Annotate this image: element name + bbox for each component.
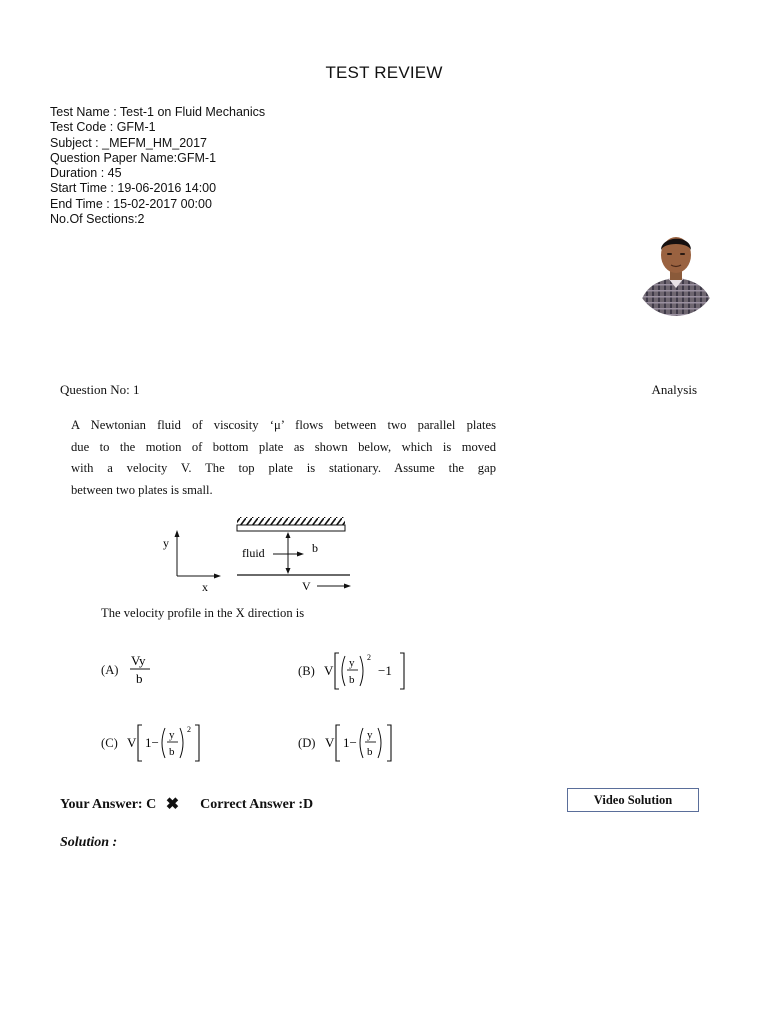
svg-text:V: V — [126, 735, 137, 750]
correct-answer: Correct Answer :D — [200, 797, 314, 812]
question-text — [71, 415, 496, 501]
option-b-formula — [322, 651, 426, 691]
option-d-label: (D) — [298, 735, 316, 750]
option-a-label: (A) — [101, 662, 119, 677]
svg-text:V: V — [323, 663, 334, 678]
option-a-formula — [128, 652, 158, 688]
start-time: Start Time : 19-06-2016 14:00 — [50, 181, 217, 196]
svg-text:V: V — [324, 735, 335, 750]
option-c-label: (C) — [101, 735, 118, 750]
avatar — [634, 228, 718, 316]
duration: Duration : 45 — [50, 166, 122, 181]
velocity-label: V — [302, 579, 311, 593]
top-plate — [237, 525, 345, 531]
svg-text:Vy: Vy — [130, 653, 146, 668]
test-code: Test Code : GFM-1 — [50, 120, 156, 135]
test-name: Test Name : Test-1 on Fluid Mechanics — [50, 105, 266, 119]
question-text-line: due to the motion of bottom plate as shown below, which is moved — [71, 439, 496, 454]
svg-text:b: b — [366, 746, 373, 758]
gap-arrow-up — [286, 532, 291, 538]
your-answer: Your Answer: C — [60, 797, 157, 812]
gap-arrow-down — [286, 568, 291, 574]
question-text-line: with a velocity V. The top plate is stationary. Assume the gap — [71, 461, 496, 475]
svg-text:y: y — [348, 657, 355, 669]
y-axis-label: y — [163, 536, 169, 550]
question-text-line: A Newtonian fluid of viscosity ‘μ’ flows between two parallel plates — [71, 418, 496, 432]
velocity-arrow — [344, 584, 351, 589]
video-solution-button[interactable]: Video Solution — [567, 788, 699, 812]
svg-text:−1: −1 — [377, 663, 392, 678]
option-c[interactable] — [101, 723, 221, 763]
question-paper-name: Question Paper Name:GFM-1 — [50, 150, 217, 165]
gap-label: b — [312, 541, 318, 555]
option-d-formula — [323, 723, 419, 763]
question-number: Question No: 1 — [60, 382, 140, 397]
question-prompt: The velocity profile in the X direction is — [101, 606, 305, 620]
option-c-formula — [125, 723, 221, 763]
svg-text:1−: 1− — [144, 735, 159, 750]
option-a[interactable] — [101, 652, 158, 688]
option-b-label: (B) — [298, 663, 315, 678]
top-plate-hatching — [237, 517, 345, 525]
svg-text:1−: 1− — [342, 735, 357, 750]
svg-text:2: 2 — [186, 725, 191, 734]
end-time: End Time : 15-02-2017 00:00 — [50, 196, 212, 211]
svg-text:y: y — [366, 729, 373, 741]
x-axis-label: x — [202, 580, 208, 594]
subject: Subject : _MEFM_HM_2017 — [50, 135, 208, 150]
flow-diagram — [150, 510, 370, 595]
page-title: TEST REVIEW — [325, 63, 443, 82]
svg-text:2: 2 — [366, 653, 371, 662]
svg-text:b: b — [168, 746, 175, 758]
y-axis-arrow — [175, 530, 180, 537]
analysis-link[interactable]: Analysis — [651, 382, 697, 397]
x-axis-arrow — [214, 574, 221, 579]
svg-text:b: b — [348, 674, 355, 686]
solution-heading: Solution : — [60, 835, 118, 850]
fluid-pointer-arrow — [297, 552, 304, 557]
option-b[interactable] — [298, 651, 426, 691]
option-d[interactable] — [298, 723, 419, 763]
svg-text:b: b — [135, 671, 143, 686]
answer-summary — [60, 794, 313, 814]
svg-text:y: y — [168, 729, 175, 741]
cross-icon: ✖ — [165, 796, 180, 813]
question-text-line: between two plates is small. — [71, 482, 213, 497]
section-count: No.Of Sections:2 — [50, 212, 145, 227]
fluid-label: fluid — [242, 546, 265, 560]
test-info — [50, 105, 265, 227]
